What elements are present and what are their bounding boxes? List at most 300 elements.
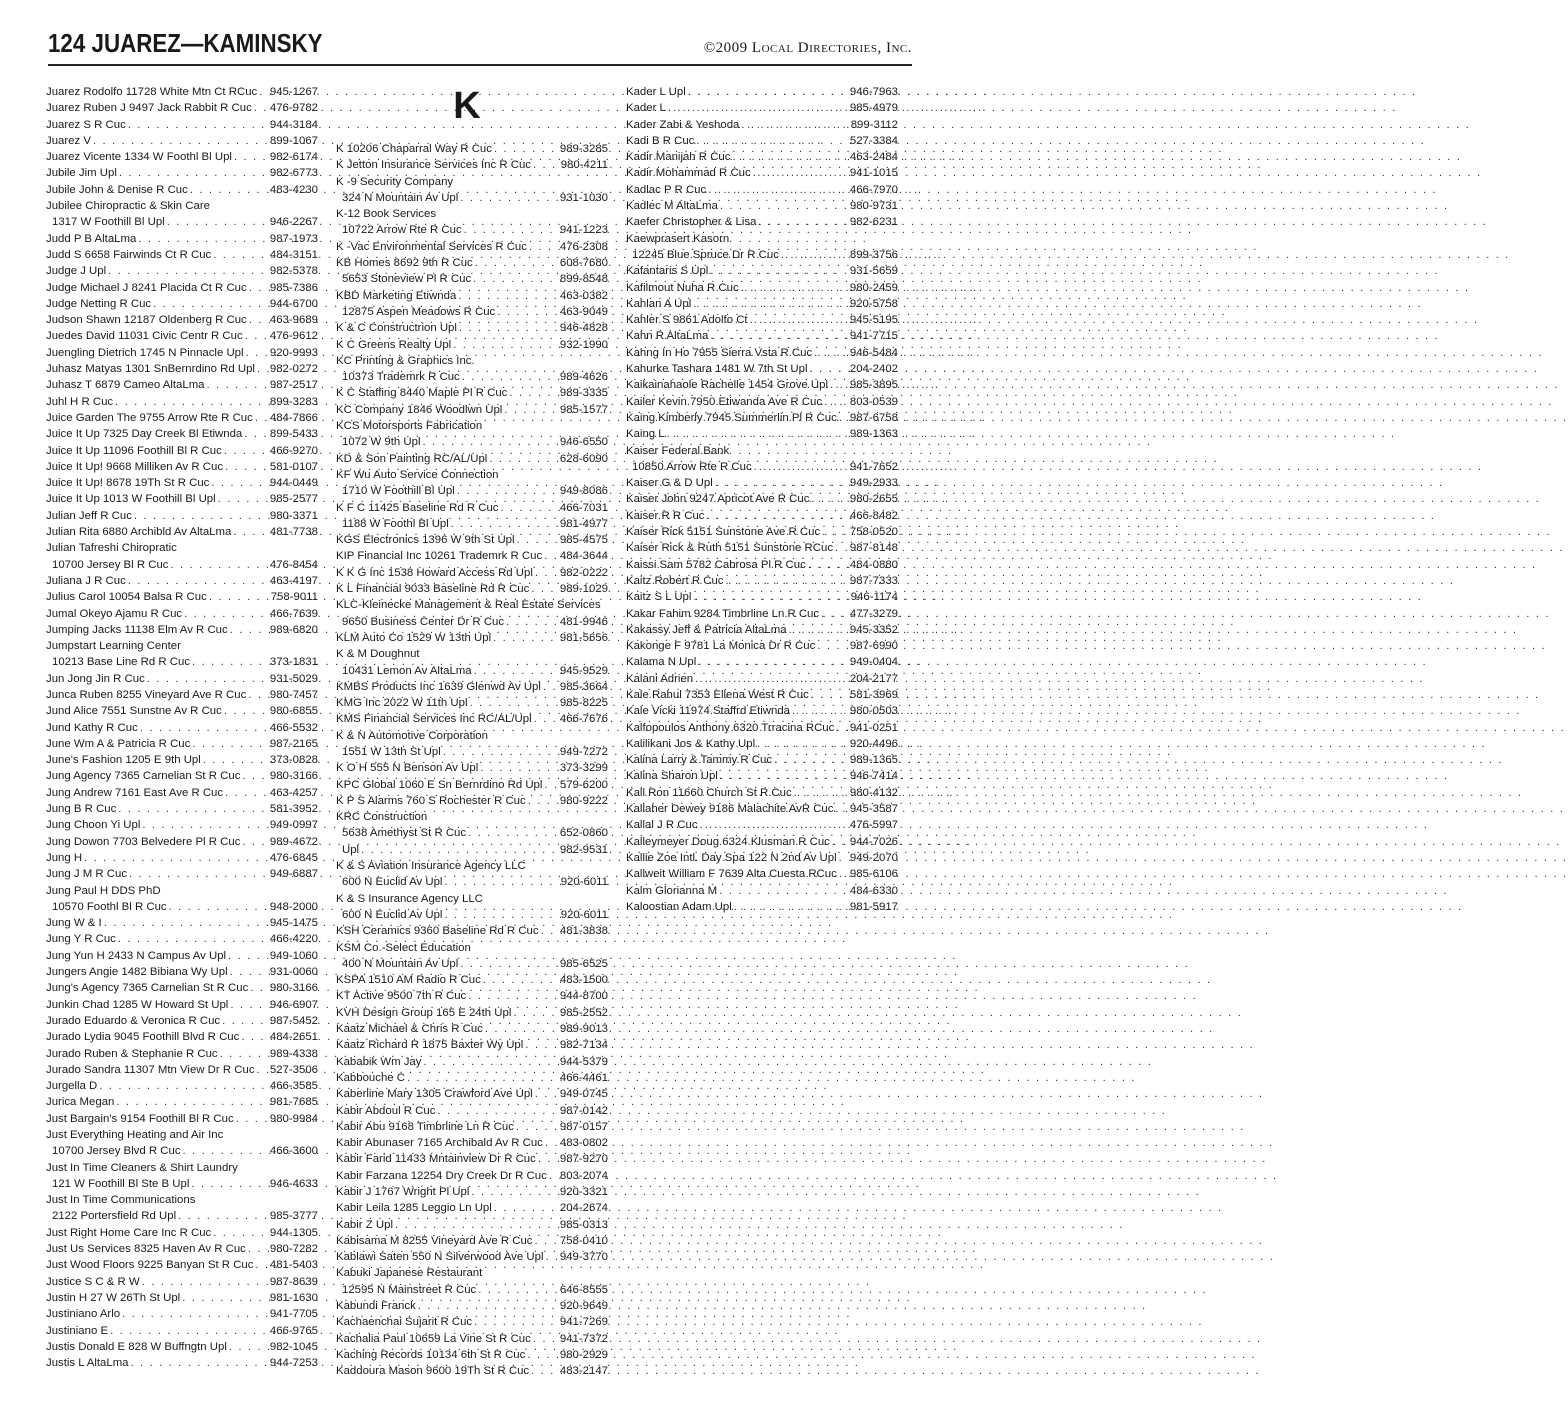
dot-leader (216, 491, 270, 507)
listing-entry (46, 915, 318, 931)
listing-entry (626, 671, 898, 687)
listing-column-3 (626, 84, 898, 915)
listing-entry (336, 483, 608, 499)
listing-name: Just In Time Communications (46, 1194, 196, 1207)
dot-leader (515, 532, 560, 548)
listing-name: KPC Global 1060 E Sn Bernrdino Rd Upl (336, 778, 543, 791)
dot-leader (834, 720, 850, 736)
listing-entry (336, 1265, 608, 1281)
listing-entry (626, 899, 898, 915)
listing-name: 10373 Trademrk R Cuc (342, 371, 460, 384)
dot-leader (542, 777, 559, 793)
dot-leader (240, 768, 269, 784)
dot-leader (694, 133, 849, 149)
listing-phone: 899-3756 (849, 248, 898, 261)
listing-entry (46, 296, 318, 312)
listing-phone: 980-3371 (269, 509, 318, 522)
listing-phone: 980-2655 (849, 493, 898, 506)
listing-entry (46, 508, 318, 524)
listing-name: Kahler S 9861 Adolfo Ct (626, 314, 748, 327)
listing-entry (336, 353, 608, 369)
dot-leader (547, 1168, 560, 1184)
dot-leader (466, 825, 560, 841)
listing-entry (46, 703, 318, 719)
listing-phone: 581-0107 (269, 460, 318, 473)
listing-name: Kadir Manijah R Cuc (626, 151, 731, 164)
listing-phone: 920-9649 (559, 1300, 608, 1313)
listing-name: Kaitz S L Upl (626, 591, 692, 604)
dot-leader (151, 296, 270, 312)
listing-name: K & M Doughnut (336, 648, 420, 661)
listing-entry (46, 834, 318, 850)
listing-entry (336, 581, 608, 597)
listing-name: 12595 N Mainstreet R Cuc (342, 1283, 477, 1296)
listing-name: KMS Financial Services Inc RC/AL/Upl (336, 713, 532, 726)
dot-leader (472, 1314, 560, 1330)
listing-name: Justis Donald E 828 W Buffngtn Upl (46, 1340, 227, 1353)
dot-leader (140, 1274, 270, 1290)
listing-name: 1072 W 9th Upl (342, 436, 421, 449)
listing-name: Jubile Jim Upl (46, 167, 117, 180)
listing-name: Kahurke Tashara 1481 W 7th St Upl (626, 363, 808, 376)
listing-entry (336, 695, 608, 711)
listing-entry (336, 532, 608, 548)
dot-leader (751, 165, 850, 181)
listing-entry (46, 231, 318, 247)
listing-entry (626, 573, 898, 589)
listing-phone: 581-3969 (849, 688, 898, 701)
dot-leader (132, 508, 270, 524)
listing-name: Kabir Abdoul R Cuc (336, 1104, 436, 1117)
listing-entry (336, 1282, 608, 1298)
listing-entry (626, 589, 898, 605)
listing-phone: 981-1630 (269, 1291, 318, 1304)
listing-name: June's Fashion 1205 E 9th Upl (46, 754, 201, 767)
listing-name: Juice It Up! 8678 19Th St R Cuc (46, 477, 210, 490)
listing-entry (336, 858, 608, 874)
listing-entry (46, 801, 318, 817)
dot-leader (126, 573, 270, 589)
dot-leader (706, 182, 850, 198)
listing-phone: 899-5433 (269, 428, 318, 441)
dot-leader (495, 304, 560, 320)
listing-entry (46, 720, 318, 736)
listing-entry (46, 622, 318, 638)
listing-name: Jung Andrew 7161 East Ave R Cuc (46, 786, 224, 799)
listing-entry (46, 1274, 318, 1290)
listing-name: KGS Electronics 1396 W 9th St Upl (336, 534, 515, 547)
listing-phone: 481-3838 (559, 925, 608, 938)
dot-leader (531, 157, 561, 173)
dot-leader (226, 948, 270, 964)
dot-leader (457, 320, 560, 336)
listing-name: Kall Ron 11660 Church St R Cuc (626, 786, 792, 799)
listing-entry (46, 475, 318, 491)
listing-entry (336, 402, 608, 418)
dot-leader (815, 638, 850, 654)
listing-entry (336, 369, 608, 385)
listing-phone: 985-3664 (559, 680, 608, 693)
listing-entry (336, 255, 608, 271)
listing-phone: 945-3587 (849, 803, 898, 816)
dot-leader (138, 720, 270, 736)
dot-leader (421, 1054, 559, 1070)
listing-entry (626, 752, 898, 768)
listing-phone: 981-5656 (559, 631, 608, 644)
dot-leader (441, 744, 560, 760)
listing-name: Kader L (626, 102, 666, 115)
listing-entry (46, 280, 318, 296)
listing-phone: 989-1029 (559, 583, 608, 596)
listing-name: Kaching Records 10134 6th St R Cuc (336, 1348, 526, 1361)
listing-name: Justice S C & R W (46, 1275, 140, 1288)
listing-phone: 980-3166 (269, 770, 318, 783)
listing-phone: 985-7386 (269, 281, 318, 294)
dot-leader (724, 573, 850, 589)
dot-leader (116, 931, 270, 947)
listing-entry (336, 940, 608, 956)
listing-entry (336, 434, 608, 450)
listing-name: Kabir Farzana 12254 Dry Creek Dr R Cuc (336, 1169, 547, 1182)
listing-name: Kalleymeyer Doug 6324 Klusman R Cuc (626, 835, 830, 848)
listing-entry (626, 377, 898, 393)
listing-name: Kalm Glorianna M (626, 884, 718, 897)
listing-entry (336, 1070, 608, 1086)
listing-entry (46, 491, 318, 507)
listing-name: Kahlan A Upl (626, 297, 692, 310)
listing-name: KLM Auto Co 1529 W 13th Upl (336, 631, 492, 644)
listing-name: Kallal J R Cuc (626, 819, 698, 832)
dot-leader (97, 1078, 270, 1094)
listing-name: Jurado Sandra 11307 Mtn View Dr R Cuc (46, 1063, 255, 1076)
dot-leader (837, 410, 850, 426)
listing-phone: 987-6990 (849, 640, 898, 653)
listing-entry (626, 133, 898, 149)
listing-phone: 987-9270 (559, 1153, 608, 1166)
listing-phone: 982-7134 (559, 1039, 608, 1052)
listing-entry (336, 157, 608, 173)
listing-name: 12875 Aspen Meadows R Cuc (342, 305, 496, 318)
listing-entry (46, 1046, 318, 1062)
listing-entry (46, 410, 318, 426)
listing-name: Julian Rita 6880 Archibld Av AltaLma (46, 526, 232, 539)
dot-leader (533, 565, 560, 581)
dot-leader (504, 614, 560, 630)
listing-phone: 982-9531 (559, 843, 608, 856)
listing-entry (626, 214, 898, 230)
dot-leader (240, 834, 269, 850)
listing-entry (626, 361, 898, 377)
listing-name: Kallie Zoe Intl. Day Spa 122 N 2nd Av Upl (626, 851, 837, 864)
listing-name: Kakonge F 9781 La Monica Dr R Cuc (626, 640, 816, 653)
listing-phone: 484-2651 (269, 1031, 318, 1044)
listing-entry (336, 1184, 608, 1200)
listing-phone: 982-1045 (269, 1340, 318, 1353)
dot-leader (201, 752, 270, 768)
listing-phone: 987-8148 (849, 542, 898, 555)
dot-leader (476, 1282, 560, 1298)
listing-phone: 980-3166 (269, 982, 318, 995)
listing-name: KC Company 1846 Woodlwn Upl (336, 403, 503, 416)
listing-entry (46, 671, 318, 687)
listing-phone: 949-6887 (269, 868, 318, 881)
listing-name: Kakassy Jeff & Patricia AltaLma (626, 623, 787, 636)
listing-entry (626, 606, 898, 622)
dot-leader (223, 785, 270, 801)
dot-leader (228, 964, 270, 980)
dot-leader (114, 1094, 269, 1110)
listing-name: K C Greens Realty Upl (336, 338, 452, 351)
listing-entry (46, 638, 318, 654)
listing-phone: 803-2074 (559, 1169, 608, 1182)
dot-leader (255, 361, 270, 377)
listing-name: 1188 W Foothl Bl Upl (342, 517, 449, 530)
dot-leader (808, 361, 850, 377)
listing-phone: 985-3895 (849, 379, 898, 392)
dot-leader (696, 654, 850, 670)
dot-leader (207, 589, 271, 605)
dot-leader (106, 263, 270, 279)
dot-leader (91, 133, 270, 149)
listing-entry (336, 1135, 608, 1151)
listing-name: Kailer Kevin 7950 Etiwanda Ave R Cuc (626, 395, 823, 408)
listing-entry (336, 1086, 608, 1102)
listing-entry (46, 133, 318, 149)
listing-entry (46, 312, 318, 328)
listing-entry (46, 328, 318, 344)
listing-phone: 945-1267 (269, 86, 318, 98)
listing-entry (626, 475, 898, 491)
dot-leader (190, 736, 270, 752)
listing-name: Juice It Up 1013 W Foothill Bl Upl (46, 493, 216, 506)
listing-name: Juarez Vicente 1334 W Foothl Bl Upl (46, 151, 232, 164)
listing-phone: 944-5379 (559, 1055, 608, 1068)
dot-leader (188, 182, 270, 198)
listing-phone: 481-9946 (559, 615, 608, 628)
listing-entry (336, 988, 608, 1004)
dot-leader (828, 377, 850, 393)
listing-name: 5638 Amethyst St R Cuc (342, 827, 467, 840)
dot-leader (772, 752, 850, 768)
listing-phone: 941-7715 (849, 330, 898, 343)
listing-name: Kafantaris S Upl (626, 265, 709, 278)
dot-leader (756, 214, 849, 230)
listing-name: KRC Construction (336, 811, 428, 824)
listing-phone: 980-9731 (849, 200, 898, 213)
listing-name: Kabir Z Upl (336, 1218, 393, 1231)
dot-leader (129, 1355, 270, 1371)
dot-leader (698, 817, 850, 833)
dot-leader (526, 793, 560, 809)
listing-entry (336, 239, 608, 255)
listing-phone: 980-9984 (269, 1112, 318, 1125)
listing-phone: 944-0449 (269, 477, 318, 490)
dot-leader (211, 1225, 270, 1241)
listing-entry (46, 1127, 318, 1143)
dot-leader (190, 654, 270, 670)
listing-entry (336, 1037, 608, 1053)
listing-phone: 466-9765 (269, 1324, 318, 1337)
listing-entry (46, 1160, 318, 1176)
dot-leader (108, 1323, 270, 1339)
dot-leader (830, 834, 850, 850)
listing-column-1 (46, 84, 318, 1371)
listing-phone: 899-3112 (850, 118, 898, 131)
listing-name: Juliana J R Cuc (46, 574, 126, 587)
dot-leader (456, 288, 560, 304)
dot-leader (246, 687, 270, 703)
listing-phone: 941-1223 (559, 224, 608, 237)
listing-entry (46, 1241, 318, 1257)
listing-name: Kale Rahul 7353 Ellena West R Cuc (626, 688, 809, 701)
listing-entry (46, 540, 318, 556)
dot-leader (442, 874, 560, 890)
listing-name: Jun Jong Jin R Cuc (46, 672, 145, 685)
listing-phone: 987-8639 (269, 1275, 318, 1288)
listing-name: Kader L Upl (626, 86, 686, 98)
listing-entry (46, 1111, 318, 1127)
listing-entry (336, 1119, 608, 1135)
listing-phone: 989-3335 (559, 387, 608, 400)
listing-name: 10570 Foothl Bl R Cuc (52, 900, 167, 913)
listing-entry (46, 1306, 318, 1322)
listing-phone: 945-3352 (849, 623, 898, 636)
listing-phone: 980-7282 (269, 1243, 318, 1256)
dot-leader (189, 1176, 269, 1192)
listing-name: 10722 Arrow Rte R Cuc (342, 224, 462, 237)
dot-leader (730, 149, 849, 165)
listing-entry (46, 899, 318, 915)
listing-entry (336, 597, 608, 613)
listing-entry (336, 174, 608, 190)
listing-phone: 941-7705 (269, 1308, 318, 1321)
listing-entry (336, 630, 608, 646)
listing-name: Judd P B AltaLma (46, 232, 137, 245)
dot-leader (718, 768, 850, 784)
listing-entry (46, 198, 318, 214)
dot-leader (255, 1062, 270, 1078)
listing-entry (336, 1363, 608, 1379)
listing-phone: 463-4197 (269, 574, 318, 587)
listing-phone: 945-9529 (559, 664, 608, 677)
listing-entry (46, 1323, 318, 1339)
listing-entry (626, 817, 898, 833)
listing-phone: 945-5195 (849, 314, 898, 327)
listing-entry (336, 760, 608, 776)
listing-entry (626, 736, 898, 752)
listing-phone: 989-4338 (269, 1047, 318, 1060)
listing-name: Kaiser G & D Upl (626, 477, 713, 490)
dot-leader (234, 1111, 270, 1127)
listing-entry (626, 768, 898, 784)
listing-name: 2122 Portersfield Rd Upl (52, 1210, 177, 1223)
listing-name: Kadlec M AltaLma (626, 200, 718, 213)
listing-name: Kalilikani Jos & Kathy Upl (626, 737, 756, 750)
listing-name: Jung H (46, 851, 83, 864)
listing-name: Juice Garden The 9755 Arrow Rte R Cuc (46, 411, 253, 424)
dot-leader (531, 1331, 560, 1347)
listing-entry (626, 508, 898, 524)
listing-entry (46, 524, 318, 540)
listing-phone: 608-7680 (559, 257, 608, 270)
dot-leader (732, 899, 850, 915)
listing-phone: 946-1174 (850, 591, 898, 604)
listing-name: Juhasz Matyas 1301 SnBernrdino Rd Upl (46, 363, 255, 376)
dot-leader (713, 475, 850, 491)
listing-entry (336, 923, 608, 939)
listing-name: Jumpstart Learning Center (46, 640, 181, 653)
dot-leader (529, 581, 560, 597)
listing-entry (336, 1249, 608, 1265)
listing-entry (46, 84, 318, 100)
dot-leader (809, 491, 849, 507)
dot-leader (253, 1257, 269, 1273)
listing-name: Juhl H R Cuc (46, 395, 114, 408)
listing-name: Jurgella D (46, 1080, 98, 1093)
listing-phone: 476-5997 (849, 819, 898, 832)
listing-name: Jumal Okeyo Ajamu R Cuc (46, 607, 183, 620)
dot-leader (117, 165, 270, 181)
listing-phone: 989-4672 (269, 835, 318, 848)
listing-entry (336, 190, 608, 206)
dot-leader (491, 630, 560, 646)
listing-phone: 989-1365 (849, 754, 898, 767)
page-header-publisher: ©2009 Local Directories, Inc. (703, 40, 912, 56)
listing-name: KSPA 1510 AM Radio R Cuc (336, 974, 481, 987)
dot-leader (180, 1290, 270, 1306)
listing-entry (46, 997, 318, 1013)
listing-entry (626, 866, 898, 882)
listing-entry (626, 328, 898, 344)
listing-name: K & N Automotive Corporation (336, 729, 488, 742)
section-letter: K (453, 85, 481, 127)
listing-phone: 463-9049 (559, 305, 608, 318)
dot-leader (819, 606, 850, 622)
listing-name: Juice It Up! 9668 Milliken Av R Cuc (46, 460, 224, 473)
listing-name: KF Wu Auto Service Connection (336, 468, 499, 481)
listing-phone: 932-1990 (559, 338, 608, 351)
page-header-range: 124 JUAREZ—KAMINSKY (48, 28, 323, 58)
listing-phone: 481-7738 (269, 526, 318, 539)
dot-leader (532, 711, 560, 727)
dot-leader (820, 524, 850, 540)
listing-entry (626, 394, 898, 410)
listing-phone: 920-6011 (560, 876, 608, 889)
listing-name: K P S Alarms 760 S Rochester R Cuc (336, 794, 526, 807)
listing-name: Just Wood Floors 9225 Banyan St R Cuc (46, 1259, 254, 1272)
listing-phone: 989-1363 (849, 428, 898, 441)
dot-leader (525, 1347, 560, 1363)
listing-entry (626, 100, 898, 116)
listing-phone: 484-6330 (849, 884, 898, 897)
listing-entry (336, 907, 608, 923)
listing-phone: 944-7026 (849, 835, 898, 848)
listing-phone: 466-7639 (269, 607, 318, 620)
listing-phone: 985-2577 (269, 493, 318, 506)
listing-name: 1317 W Foothill Bl Upl (52, 216, 165, 229)
listing-entry (46, 931, 318, 947)
listing-phone: 628-6090 (559, 452, 608, 465)
listing-phone: 204-2402 (849, 363, 898, 376)
listing-name: Kabbouche C (336, 1071, 406, 1084)
dot-leader (248, 980, 270, 996)
listing-name: Jung W & I (46, 917, 102, 930)
listing-phone: 989-3285 (559, 143, 608, 155)
dot-leader (466, 988, 560, 1004)
dot-leader (460, 369, 560, 385)
dot-leader (822, 394, 850, 410)
dot-leader (435, 1103, 559, 1119)
